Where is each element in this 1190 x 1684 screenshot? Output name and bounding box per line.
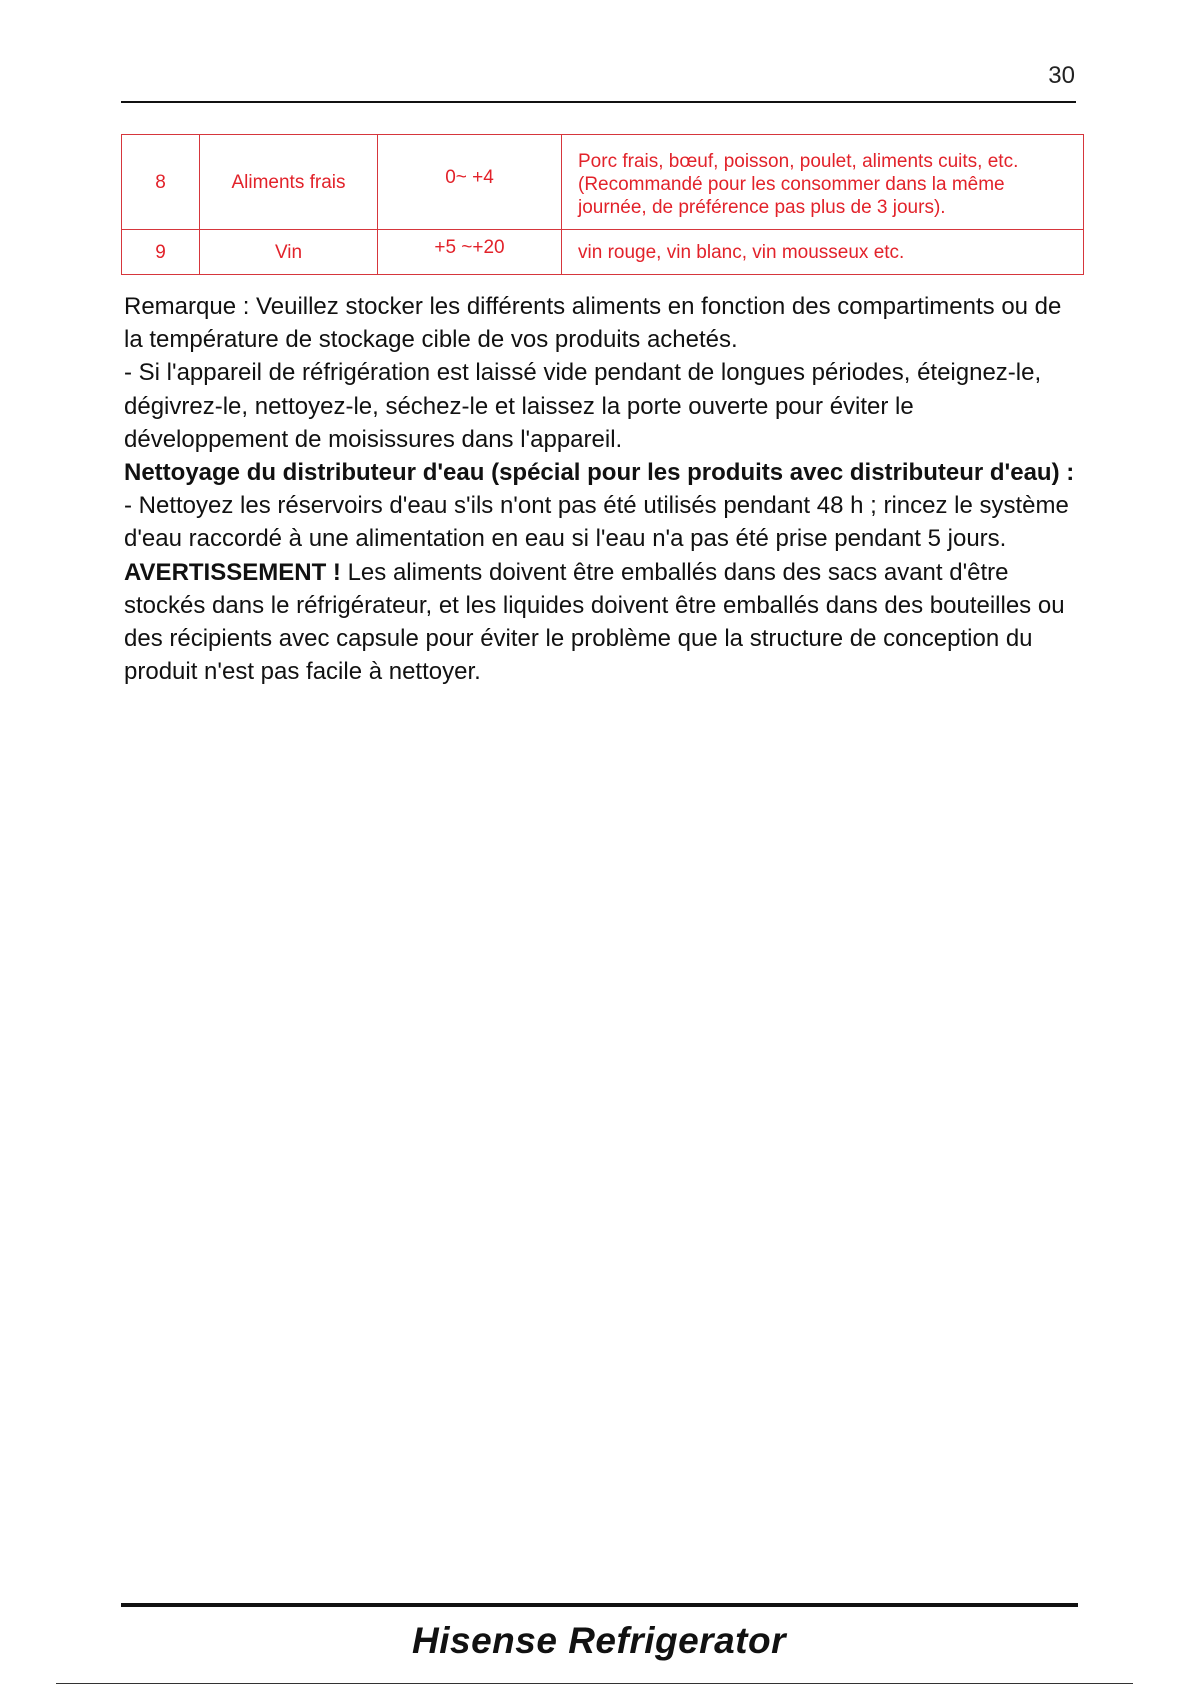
table-row bbox=[122, 135, 1084, 230]
description-line: journée, de préférence pas plus de 3 jours). bbox=[578, 196, 946, 218]
table-row bbox=[122, 230, 1084, 275]
page-number: 30 bbox=[1048, 62, 1075, 89]
temperature-value: 0~ +4 bbox=[445, 166, 494, 188]
footer-divider bbox=[121, 1603, 1078, 1607]
description-line: (Recommandé pour les consommer dans la même bbox=[578, 173, 1005, 195]
temperature-range bbox=[378, 230, 562, 275]
empty-appliance-tip: - Si l'appareil de réfrigération est laissé vide pendant de longues périodes, éteignez-le, dégivrez-le, nettoyez-le, séchez-le et laissez la porte ouverte pour éviter le développement de moisissures dans l'appareil. bbox=[124, 359, 1042, 453]
compartment-name: Vin bbox=[200, 230, 378, 275]
warning-text: Les aliments doivent être emballés dans des sacs avant d'être stockés dans le réfrigérateur, et les liquides doivent être emballés dans des bouteilles ou des récipients avec capsule pour éviter le problème que la structure de conception du produit n'est pas facile à nettoyer. bbox=[124, 558, 1065, 686]
description-line: Porc frais, bœuf, poisson, poulet, aliments cuits, etc. bbox=[578, 150, 1019, 172]
compartment-name: Aliments frais bbox=[200, 135, 378, 230]
remark-paragraph: Remarque : Veuillez stocker les différents aliments en fonction des compartiments ou de la température de stockage cible de vos produits achetés. bbox=[124, 293, 1062, 354]
warning-paragraph bbox=[124, 556, 1084, 689]
dispenser-instructions: - Nettoyez les réservoirs d'eau s'ils n'ont pas été utilisés pendant 48 h ; rincez le système d'eau raccordé à une alimentation en eau si l'eau n'a pas été prise pendant 5 jours. bbox=[124, 492, 1069, 553]
compartment-number: 9 bbox=[122, 230, 200, 275]
dispenser-heading: Nettoyage du distributeur d'eau (spécial pour les produits avec distributeur d'eau) : bbox=[124, 459, 1075, 487]
food-description bbox=[562, 135, 1084, 230]
temperature-range bbox=[378, 135, 562, 230]
body-text bbox=[124, 290, 1084, 688]
compartment-number: 8 bbox=[122, 135, 200, 230]
temperature-value: +5 ~+20 bbox=[434, 236, 505, 258]
food-description bbox=[562, 230, 1084, 275]
header-divider bbox=[121, 101, 1076, 103]
description-line: vin rouge, vin blanc, vin mousseux etc. bbox=[578, 241, 905, 263]
storage-table bbox=[121, 134, 1084, 275]
warning-label: AVERTISSEMENT ! bbox=[124, 558, 341, 586]
footer-brand: Hisense Refrigerator bbox=[412, 1620, 786, 1661]
